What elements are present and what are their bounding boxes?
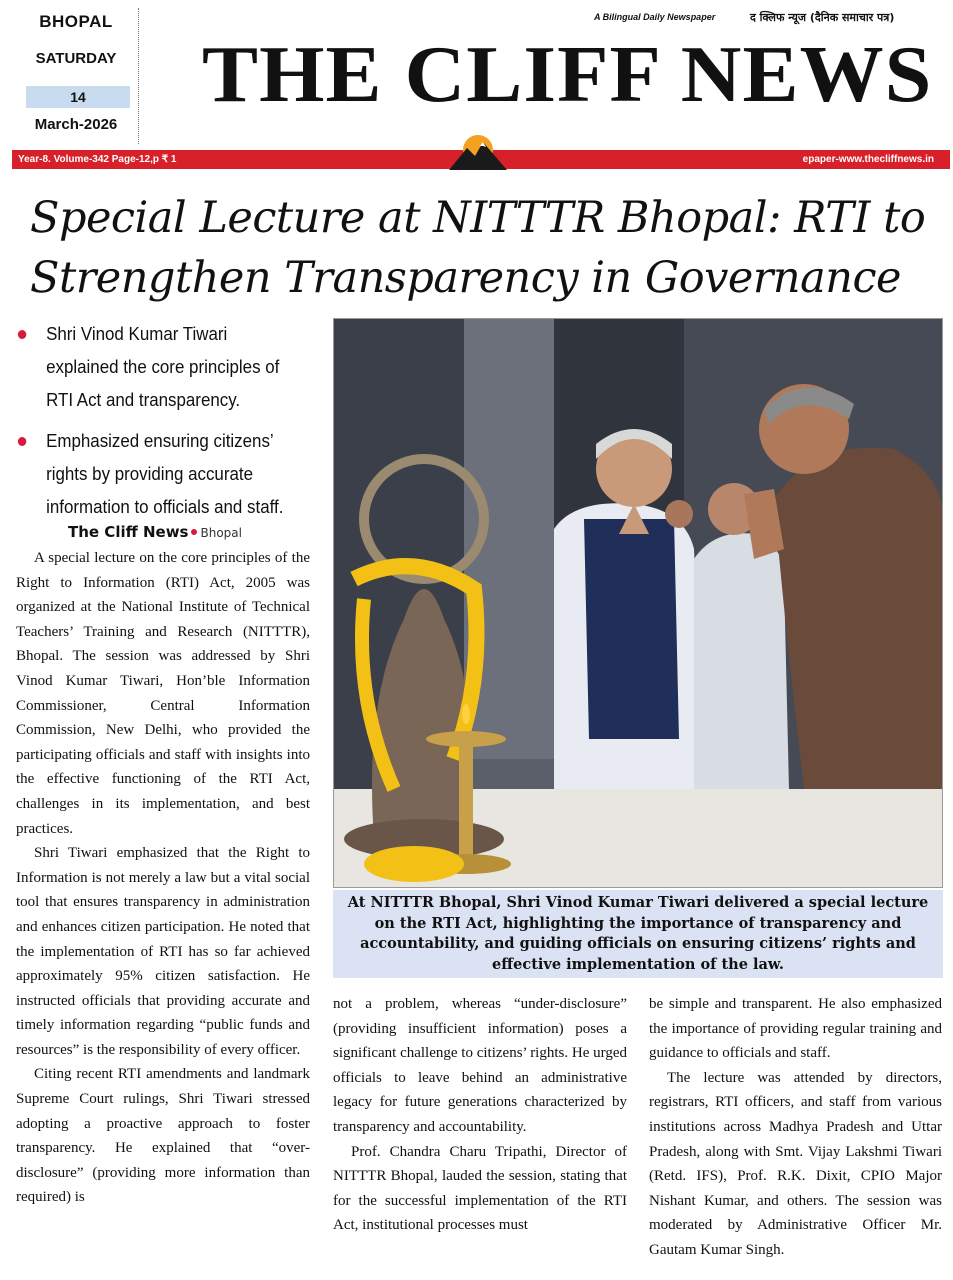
mountain-sunrise-icon [447, 128, 509, 174]
dateline-month-year: March-2026 [34, 116, 118, 133]
masthead-tagline: A Bilingual Daily Newspaper [594, 12, 716, 22]
article-headline: Special Lecture at NITTTR Bhopal: RTI to Strengthen Transparency in Governance [30, 193, 926, 303]
newspaper-name: THE CLIFF NEWS [202, 31, 933, 119]
byline [68, 523, 242, 541]
article-paragraph: be simple and transparent. He also emphasized the importance of providing regular training and guidance to officials and staff. [649, 996, 942, 1062]
article-paragraph: not a problem, whereas “under-disclosure” (providing insufficient information) poses a significant challenge to citizens’ rights. He urged officials to leave behind an administrative legacy for future generations characterized by transparency and accountability. [333, 996, 627, 1135]
byline-location: Bhopal [200, 526, 242, 540]
dateline-day: SATURDAY [35, 50, 117, 67]
byline-dot-icon [191, 529, 197, 535]
article-paragraph: Citing recent RTI amendments and landmark Supreme Court rulings, Shri Tiwari stressed adopting a proactive approach to foster transparency. He explained that “over-disclosure” (providing more information than required) is [16, 1066, 310, 1206]
article-paragraph: A special lecture on the core principles of the Right to Information (RTI) Act, 2005 was organized at the National Institute of Technical Teachers’ Training and Research (NITTTR), Bhopal. The session was addressed by Shri Vinod Kumar Tiwari, Hon’ble Information Commissioner, Central Information Commission, New Delhi, who provided the participating officials and staff with insights into the effective functioning of the RTI Act, challenges in its implementation, and best practices. [16, 550, 310, 837]
article-column-2 [333, 992, 627, 1238]
edition-info: Year-8. Volume-342 Page-12,p ₹ 1 [18, 154, 177, 165]
highlight-item: Emphasized ensuring citizens’ rights by providing accurate information to officials and staff. [16, 425, 298, 524]
epaper-link[interactable]: epaper-www.thecliffnews.in [802, 154, 934, 165]
article-paragraph: Shri Tiwari emphasized that the Right to Information is not merely a law but a vital social tool that ensures transparency in administration and enhances citizen participation. He noted that the implementation of RTI has so far achieved approximately 95% citizen satisfaction. He instructed officials that providing accurate and timely information regarding “public funds and resources” is the responsibility of every officer. [16, 845, 310, 1058]
lamp-lighting-photo [334, 319, 943, 888]
article-photo [333, 318, 943, 888]
dateline-city: BHOPAL [39, 12, 113, 31]
article-paragraph: The lecture was attended by directors, registrars, RTI officers, and staff from various institutions across Madhya Pradesh and Uttar Pradesh, along with Smt. Vijay Lakshmi Tiwari (Retd. IFS), Prof. R.K. Dixit, CPIO Major Nishant Kumar, and others. The session was moderated by Administrative Officer Mr. Gautam Kumar Singh. [649, 1069, 942, 1258]
dateline-box [14, 8, 139, 144]
article-paragraph: Prof. Chandra Charu Tripathi, Director of NITTTR Bhopal, lauded the session, stating that for the successful implementation of the RTI Act, institutional processes must [333, 1143, 627, 1234]
article-column-1 [16, 546, 310, 1210]
byline-source: The Cliff News [68, 523, 189, 541]
highlight-item: Shri Vinod Kumar Tiwari explained the core principles of RTI Act and transparency. [16, 318, 298, 417]
photo-caption: At NITTTR Bhopal, Shri Vinod Kumar Tiwari delivered a special lecture on the RTI Act, highlighting the importance of transparency and accountability, and guiding officials on ensuring citizens’ rights and effective implementation of the law. [333, 890, 943, 978]
article-column-3 [649, 992, 942, 1263]
masthead-hindi-title: द क्लिफ न्यूज (दैनिक समाचार पत्र) [750, 11, 895, 24]
article-highlights [16, 318, 298, 532]
dateline-date-number: 14 [26, 86, 130, 108]
